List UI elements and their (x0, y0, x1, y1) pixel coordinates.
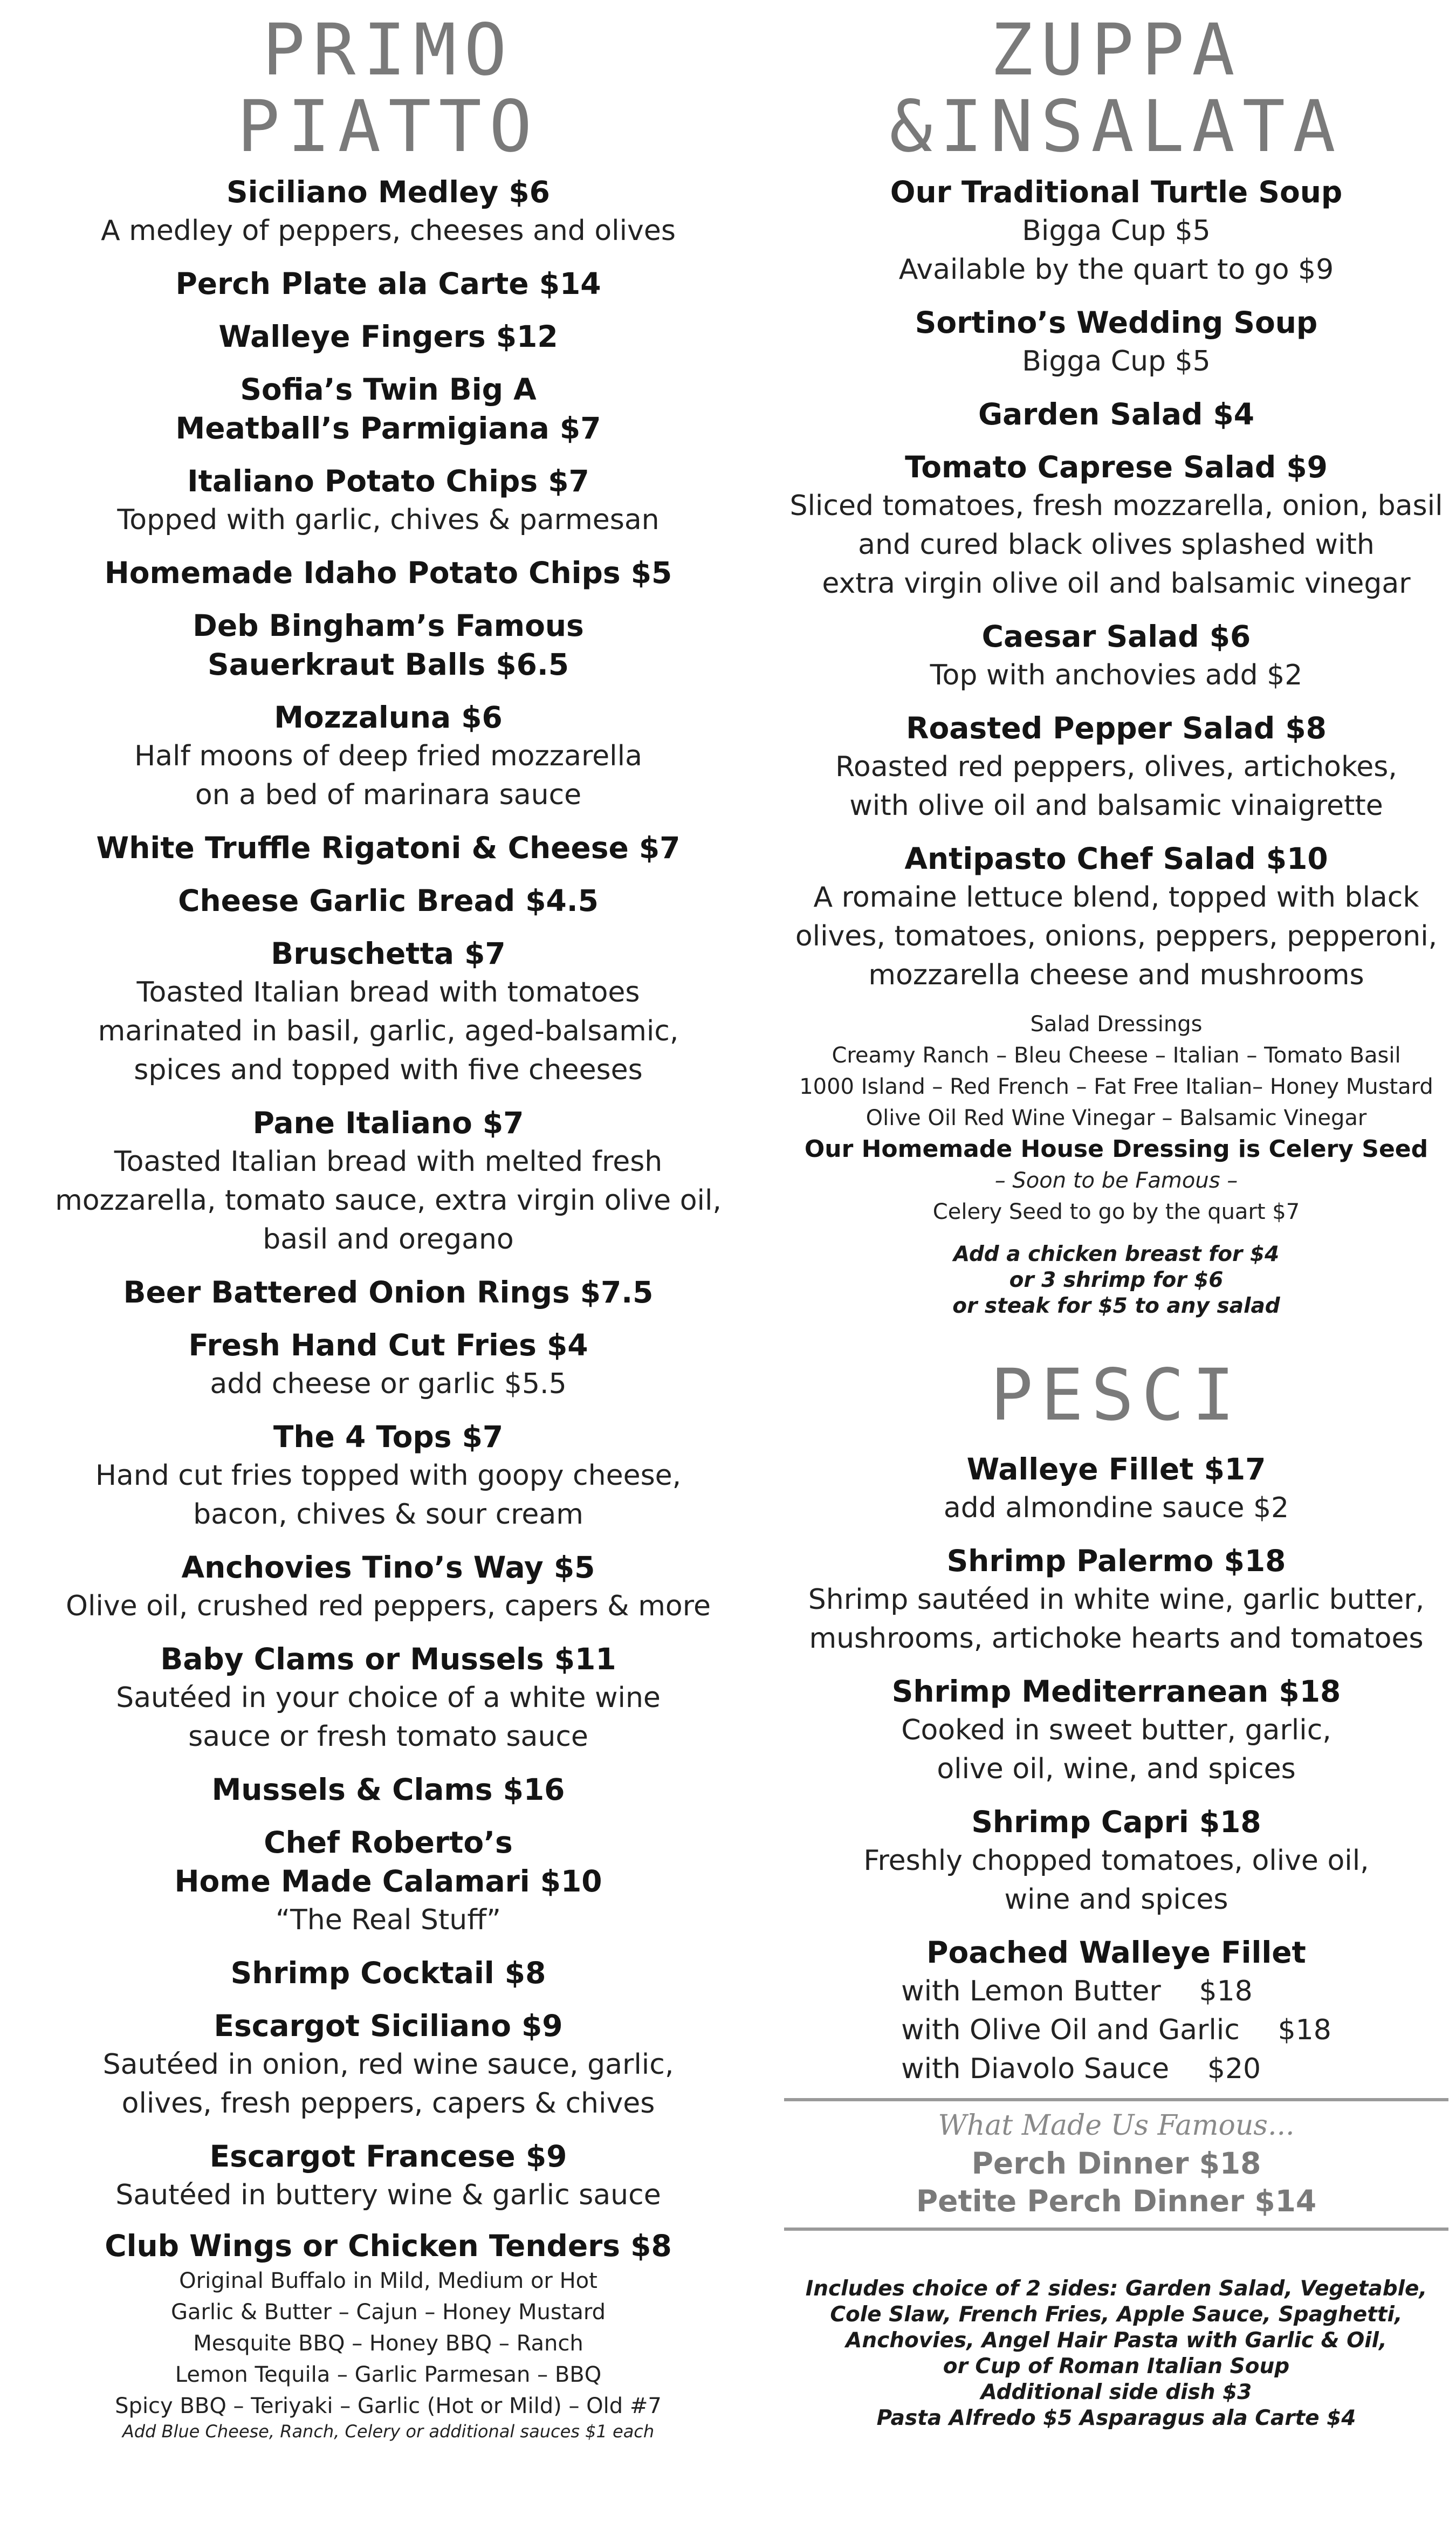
menu-item (777, 173, 1456, 303)
item-name: Sofia’s Twin Big A (240, 372, 537, 407)
sides-line: Anchovies, Angel Hair Pasta with Garlic & Oil, (846, 2328, 1387, 2353)
item-name: Shrimp Mediterranean $18 (891, 1674, 1341, 1709)
menu-item (0, 1954, 777, 2006)
menu-item (0, 1823, 777, 1954)
item-description: mozzarella, tomato sauce, extra virgin olive oil, (55, 1184, 722, 1217)
menu-item (777, 1450, 1456, 1541)
menu-item (0, 317, 777, 370)
menu-item (0, 370, 777, 462)
item-description: Roasted red peppers, olives, artichokes, (835, 751, 1397, 783)
item-name: Tomato Caprese Salad $9 (905, 450, 1328, 484)
item-description: Hand cut fries topped with goopy cheese, (95, 1459, 682, 1492)
menu-item (0, 881, 777, 934)
item-name: Cheese Garlic Bread $4.5 (178, 883, 599, 918)
wing-sauce-line: Spicy BBQ – Teriyaki – Garlic (Hot or Mild) – Old #7 (115, 2394, 662, 2418)
menu-item (0, 828, 777, 881)
item-name: Poached Walleye Fillet (926, 1935, 1306, 1970)
sides-line: Pasta Alfredo $5 Asparagus ala Carte $4 (876, 2406, 1356, 2430)
section-title-piatto: PIATTO (237, 85, 540, 168)
sides-line: Includes choice of 2 sides: Garden Salad, Vegetable, (805, 2277, 1427, 2301)
section-title-zuppa: ZUPPA (990, 9, 1242, 92)
item-description: Sautéed in buttery wine & garlic sauce (115, 2179, 661, 2211)
item-name: Deb Bingham’s Famous (193, 608, 584, 643)
menu-item (0, 1548, 777, 1640)
menu-item (0, 1417, 777, 1548)
menu-item (0, 1273, 777, 1326)
item-name: Walleye Fillet $17 (966, 1452, 1266, 1486)
menu-item (0, 606, 777, 698)
item-description: olive oil, wine, and spices (937, 1753, 1296, 1785)
item-name: Roasted Pepper Salad $8 (906, 711, 1327, 745)
item-name: Shrimp Capri $18 (971, 1805, 1261, 1839)
item-name: Italiano Potato Chips $7 (187, 464, 589, 498)
appetizer-list (0, 173, 777, 2229)
addon-line: or steak for $5 to any salad (952, 1294, 1280, 1318)
wing-sauce-line: Original Buffalo in Mild, Medium or Hot (179, 2268, 597, 2293)
item-description: Bigga Cup $5 (1022, 345, 1211, 378)
menu-item (777, 709, 1456, 839)
poached-options (901, 1972, 1331, 2088)
menu-item (777, 1672, 1456, 1802)
option-price: $18 (1278, 2014, 1331, 2046)
fish-list (777, 1450, 1456, 1933)
item-description: Toasted Italian bread with melted fresh (114, 1146, 663, 1178)
item-description: Shrimp sautéed in white wine, garlic butter, (808, 1584, 1425, 1616)
menu-item (777, 1802, 1456, 1933)
poached-option (901, 1972, 1331, 2011)
item-description: extra virgin olive oil and balsamic vinegar (822, 567, 1411, 600)
wing-sauce-line: Garlic & Butter – Cajun – Honey Mustard (170, 2300, 606, 2325)
item-description: with olive oil and balsamic vinaigrette (849, 790, 1383, 822)
item-description: add cheese or garlic $5.5 (210, 1368, 567, 1400)
dressing-line: 1000 Island – Red French – Fat Free Italian– Honey Mustard (799, 1074, 1433, 1099)
item-name-line2: Sauerkraut Balls $6.5 (207, 647, 569, 682)
item-name: Escargot Siciliano $9 (214, 2009, 563, 2043)
menu-item (777, 303, 1456, 395)
item-name: The 4 Tops $7 (273, 1420, 504, 1454)
item-description: Cooked in sweet butter, garlic, (901, 1714, 1331, 1746)
item-description: “The Real Stuff” (276, 1904, 501, 1936)
salad-dressings (777, 1009, 1456, 1228)
menu-item (0, 2006, 777, 2137)
item-description: olives, tomatoes, onions, peppers, pepperoni, (795, 920, 1438, 952)
menu-item (777, 448, 1456, 617)
soon-famous: – Soon to be Famous – (994, 1168, 1238, 1193)
item-description: Sautéed in onion, red wine sauce, garlic, (102, 2048, 674, 2081)
menu-item (0, 173, 777, 264)
salad-addons (777, 1242, 1456, 1319)
menu-item (0, 2137, 777, 2229)
item-name: Garden Salad $4 (978, 397, 1255, 431)
item-description: A romaine lettuce blend, topped with black (813, 881, 1419, 914)
house-dressing: Our Homemade House Dressing is Celery Seed (804, 1135, 1428, 1163)
item-name: Siciliano Medley $6 (226, 175, 550, 209)
item-description: A medley of peppers, cheeses and olives (101, 215, 676, 247)
divider (784, 2228, 1448, 2231)
item-description: Olive oil, crushed red peppers, capers & more (66, 1590, 711, 1622)
item-description: Freshly chopped tomatoes, olive oil, (863, 1845, 1369, 1877)
menu-item (0, 1326, 777, 1417)
item-name: Walleye Fingers $12 (218, 319, 558, 354)
item-name: Our Traditional Turtle Soup (890, 175, 1343, 209)
item-description: bacon, chives & sour cream (193, 1498, 583, 1531)
option-label: with Olive Oil and Garlic (901, 2014, 1240, 2046)
item-name: Baby Clams or Mussels $11 (160, 1642, 616, 1676)
item-name: Escargot Francese $9 (209, 2139, 567, 2174)
section-title-pesci: PESCI (990, 1354, 1242, 1437)
item-name: Beer Battered Onion Rings $7.5 (123, 1275, 654, 1310)
sides-info (777, 2276, 1456, 2431)
menu-item (0, 1640, 777, 1770)
item-name: Bruschetta $7 (271, 936, 506, 971)
menu-item (0, 1770, 777, 1823)
item-description: basil and oregano (263, 1223, 514, 1256)
menu-item-poached-walleye (777, 1933, 1456, 2088)
celery-seed-quart: Celery Seed to go by the quart $7 (932, 1200, 1300, 1224)
item-name: Mozzaluna $6 (274, 700, 503, 735)
menu-item (0, 264, 777, 317)
zuppa-insalata-column (777, 0, 1456, 2431)
item-description: Half moons of deep fried mozzarella (134, 740, 642, 772)
menu-item (777, 839, 1456, 1009)
dressing-line: Creamy Ranch – Bleu Cheese – Italian – Tomato Basil (832, 1043, 1401, 1068)
item-description: Sliced tomatoes, fresh mozzarella, onion, basil (789, 490, 1443, 522)
menu-item (777, 617, 1456, 709)
wings-note: Add Blue Cheese, Ranch, Celery or additional sauces $1 each (122, 2421, 655, 2442)
wing-sauce-line: Lemon Tequila – Garlic Parmesan – BBQ (175, 2362, 602, 2387)
item-description: on a bed of marinara sauce (195, 779, 582, 811)
item-description: olives, fresh peppers, capers & chives (121, 2087, 655, 2120)
addon-line: or 3 shrimp for $6 (1009, 1268, 1224, 1292)
item-name: Shrimp Palermo $18 (946, 1544, 1286, 1578)
addon-line: Add a chicken breast for $4 (953, 1242, 1280, 1266)
item-description: mushrooms, artichoke hearts and tomatoes (809, 1622, 1424, 1655)
dressing-line: Olive Oil Red Wine Vinegar – Balsamic Vinegar (866, 1106, 1367, 1130)
dressings-title: Salad Dressings (1030, 1012, 1203, 1037)
wing-sauce-list (0, 2265, 777, 2422)
item-description: Sautéed in your choice of a white wine (116, 1682, 661, 1714)
item-name: Club Wings or Chicken Tenders $8 (105, 2229, 672, 2263)
item-description: wine and spices (1004, 1883, 1228, 1916)
item-name: Caesar Salad $6 (981, 619, 1251, 654)
famous-box (777, 2101, 1456, 2228)
option-price: $20 (1207, 2053, 1261, 2085)
menu-item (777, 1541, 1456, 1672)
item-name: Sortino’s Wedding Soup (915, 305, 1318, 340)
soup-salad-list (777, 173, 1456, 1009)
sides-line: Additional side dish $3 (980, 2380, 1252, 2404)
menu-item (0, 698, 777, 828)
item-name: Perch Plate ala Carte $14 (175, 266, 601, 301)
item-description: Available by the quart to go $9 (898, 253, 1334, 286)
item-description: Bigga Cup $5 (1022, 215, 1211, 247)
item-description: spices and topped with five cheeses (134, 1054, 643, 1086)
item-description: mozzarella cheese and mushrooms (868, 959, 1364, 991)
item-name: Chef Roberto’s (264, 1825, 513, 1860)
item-description: Topped with garlic, chives & parmesan (117, 504, 660, 536)
item-name-line2: Home Made Calamari $10 (174, 1864, 602, 1899)
option-price: $18 (1199, 1975, 1253, 2007)
petite-perch-dinner: Petite Perch Dinner $14 (916, 2184, 1317, 2218)
item-name: Mussels & Clams $16 (211, 1772, 565, 1807)
item-description: add almondine sauce $2 (943, 1492, 1289, 1524)
item-name: Anchovies Tino’s Way $5 (181, 1550, 595, 1585)
item-description: sauce or fresh tomato sauce (188, 1721, 588, 1753)
item-description: Toasted Italian bread with tomatoes (136, 976, 640, 1009)
option-label: with Lemon Butter (901, 1975, 1161, 2007)
item-name: Fresh Hand Cut Fries $4 (188, 1328, 588, 1362)
menu-item-wings (0, 2226, 777, 2441)
item-name: Antipasto Chef Salad $10 (904, 841, 1328, 876)
menu-item (0, 934, 777, 1104)
menu-item (0, 462, 777, 553)
section-title-primo: PRIMO (262, 9, 514, 92)
menu-item (0, 553, 777, 606)
option-label: with Diavolo Sauce (901, 2053, 1170, 2085)
item-name: White Truffle Rigatoni & Cheese $7 (96, 831, 681, 865)
item-name: Pane Italiano $7 (252, 1106, 524, 1140)
sides-line: or Cup of Roman Italian Soup (943, 2354, 1290, 2379)
menu-item (777, 395, 1456, 448)
item-description: Top with anchovies add $2 (930, 659, 1303, 691)
item-description: marinated in basil, garlic, aged-balsamic, (98, 1015, 679, 1047)
item-description: and cured black olives splashed with (858, 529, 1375, 561)
famous-heading: What Made Us Famous... (938, 2109, 1295, 2142)
menu-item (0, 1104, 777, 1273)
item-name: Shrimp Cocktail $8 (230, 1956, 546, 1990)
item-name: Homemade Idaho Potato Chips $5 (104, 556, 672, 590)
poached-option (901, 2011, 1331, 2050)
poached-option (901, 2050, 1331, 2088)
section-title-insalata: &INSALATA (889, 85, 1343, 168)
perch-dinner: Perch Dinner $18 (971, 2146, 1261, 2181)
sides-line: Cole Slaw, French Fries, Apple Sauce, Spaghetti, (830, 2302, 1403, 2327)
item-name-line2: Meatball’s Parmigiana $7 (175, 411, 601, 446)
wing-sauce-line: Mesquite BBQ – Honey BBQ – Ranch (193, 2331, 583, 2356)
